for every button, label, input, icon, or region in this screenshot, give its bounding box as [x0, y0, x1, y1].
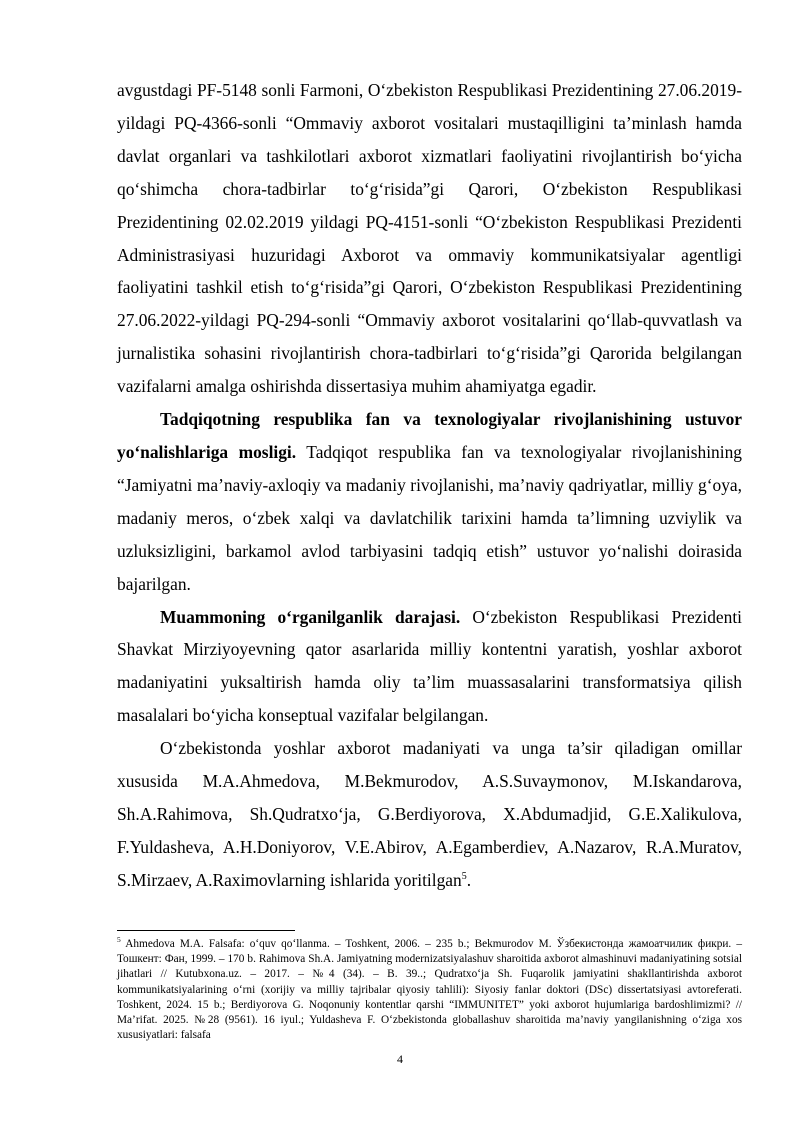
paragraph-researchers: [117, 732, 742, 897]
footnote-text: Ahmedova M.A. Falsafa: o‘quv qo‘llanma. – Toshkent, 2006. – 235 b.; Bekmurodov M. Ўзбекистонда жамоатчилик фикри. – Тошкент: Фан, 1999. – 170 b. Rahimova Sh.A. Jamiyatning modernizatsiyalashuv sharoitida axborot almashinuvi madaniyatining sotsial jihatlari // Kutubxona.uz. – 2017. – №4 (34). – B. 39..; Qudratxo‘ja Sh. Fuqarolik jamiyatini shakllantirishda axborot kommunikatsiyalarining o‘rni (xorijiy va milliy tajribalar qiyosiy tahlili): Siyosiy fanlar doktori (DSc) dissertatsiyasi avtoreferati. Toshkent, 2024. 15 b.; Berdiyorova G. Noqonuniy kontentlar qarshi “IMMUNITET” yoki axborot hujumlariga bardoshlimizmi? // Ma’rifat. 2025. №28 (9561). 16 iyul.; Yuldasheva F. O‘zbekistonda globallashuv sharoitida ma’naviy yangilanishning o‘ziga xos xususiyatlari: falsafa: [117, 938, 742, 1042]
paragraph-researchers-text: O‘zbekistonda yoshlar axborot madaniyati va unga ta’sir qiladigan omillar xususida M.A.Ahmedova, M.Bekmurodov, A.S.Suvaymonov, M.Iskandarova, Sh.A.Rahimova, Sh.Qudratxo‘ja, G.Berdiyorova, X.Abdumadjid, G.E.Xalikulova, F.Yuldasheva, A.H.Doniyorov, V.E.Abirov, A.Egamberdiev, A.Nazarov, R.A.Muratov, S.Mirzaev, A.Raximovlarning ishlarida yoritilgan: [117, 738, 742, 890]
section-heading-study-degree: Muammoning o‘rganilganlik darajasi.: [160, 606, 461, 627]
document-body: [117, 74, 742, 897]
footnote: [117, 937, 742, 1043]
footnote-number: 5: [117, 935, 121, 945]
paragraph-study-degree-text: O‘zbekiston Respublikasi Prezidenti Shavkat Mirziyoyevning qator asarlarida milliy kontentni yaratish, yoshlar axborot madaniyatini yuksaltirish hamda oliy ta’lim muassasalarini transformatsiya qilish masalalari bo‘yicha konseptual vazifalar belgilangan.: [117, 606, 742, 726]
paragraph-decrees: [117, 74, 742, 403]
paragraph-decrees-text: avgustdagi PF-5148 sonli Farmoni, O‘zbekiston Respublikasi Prezidentining 27.06.2019-yildagi PQ-4366-sonli “Ommaviy axborot vositalari mustaqilligini ta’minlash hamda davlat organlari va tashkilotlari axborot xizmatlari faoliyatini rivojlantirish bo‘yicha qo‘shimcha chora-tadbirlar to‘g‘risida”gi Qarori, O‘zbekiston Respublikasi Prezidentining 02.02.2019 yildagi PQ-4151-sonli “O‘zbekiston Respublikasi Prezidenti Administrasiyasi huzuridagi Axborot va ommaviy kommunikatsiyalar agentligi faoliyatini tashkil etish to‘g‘risida”gi Qarori, O‘zbekiston Respublikasi Prezidentining 27.06.2022-yildagi PQ-294-sonli “Ommaviy axborot vositalarini qo‘llab-quvvatlash va jurnalistika sohasini rivojlantirish chora-tadbirlari to‘g‘risida”gi Qarorida belgilangan vazifalarni amalga oshirishda dissertasiya muhim ahamiyatga egadir.: [117, 80, 742, 397]
paragraph-study-degree: [117, 601, 742, 733]
paragraph-researchers-end: .: [466, 869, 472, 890]
page-number: 4: [397, 1052, 403, 1066]
section-heading-priority-areas: Tadqiqotning respublika fan va texnologiyalar rivojlanishining ustuvor yo‘nalishlariga mosligi.: [117, 409, 742, 462]
footnote-separator: [117, 930, 295, 931]
footnote-reference[interactable]: 5: [461, 870, 467, 882]
paragraph-priority-areas: [117, 403, 742, 600]
paragraph-priority-areas-text: Tadqiqot respublika fan va texnologiyalar rivojlanishining “Jamiyatni ma’naviy-axloqiy va madaniy rivojlanishi, ma’naviy qadriyatlar, milliy g‘oya, madaniy meros, o‘zbek xalqi va davlatchilik tarixini hamda ta’limning uzviylik va uzluksizligini, barkamol avlod tarbiyasini tadqiq etish” ustuvor yo‘nalishi doirasida bajarilgan.: [117, 441, 742, 594]
